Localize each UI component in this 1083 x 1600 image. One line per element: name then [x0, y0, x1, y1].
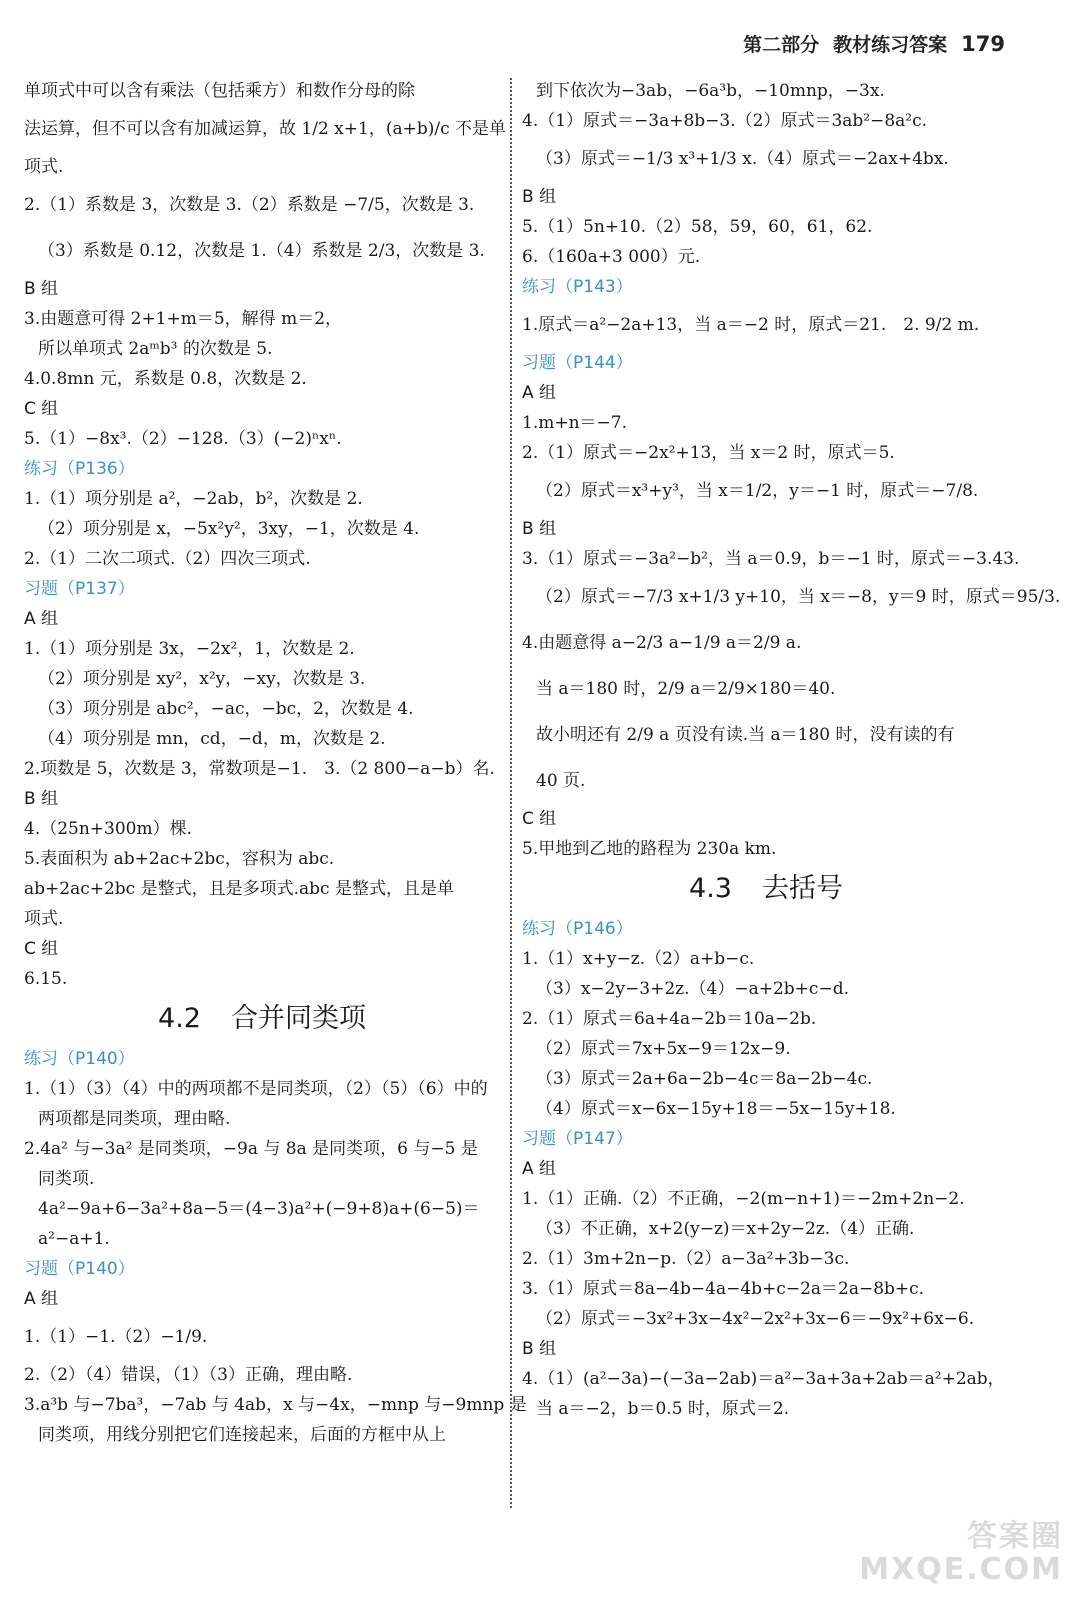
answer-line: 5.（1）5n+10.（2）58，59，60，61，62.	[522, 216, 873, 237]
answer-line: 4.（25n+300m）棵.	[24, 818, 193, 839]
answer-line: ab+2ac+2bc 是整式，且是多项式.abc 是整式，且是单	[24, 878, 454, 899]
answer-line: 3.（1）原式＝8a−4b−4a−4b+c−2a＝2a−8b+c.	[522, 1278, 925, 1299]
group-label: B 组	[522, 518, 557, 539]
answer-line: 40 页.	[536, 770, 586, 791]
answer-line: （3）不正确，x+2(y−z)＝x+2y−2z.（4）正确.	[536, 1218, 915, 1239]
section-number: 4.3	[689, 873, 732, 905]
group-label: B 组	[24, 788, 59, 809]
page-number: 179	[961, 32, 1005, 56]
answer-line: 3.a³b 与−7ba³，−7ab 与 4ab，x 与−4x，−mnp 与−9mnp 是	[24, 1394, 527, 1415]
answer-line: 两项都是同类项，理由略.	[38, 1108, 231, 1129]
exercise-heading: 习题（P140）	[24, 1258, 135, 1279]
answer-line: 4a²−9a+6−3a²+8a−5＝(4−3)a²+(−9+8)a+(6−5)＝	[38, 1198, 480, 1219]
answer-line: 6.15.	[24, 968, 68, 989]
answer-line: （2）原式＝−3x²+3x−4x²−2x²+3x−6＝−9x²+6x−6.	[536, 1308, 975, 1329]
group-label: A 组	[24, 1288, 59, 1309]
answer-line: （2）项分别是 xy²，x²y，−xy，次数是 3.	[38, 668, 366, 689]
group-label: C 组	[522, 808, 557, 829]
answer-line: 1.（1）（3）（4）中的两项都不是同类项，（2）（5）（6）中的	[24, 1078, 488, 1099]
group-label: B 组	[24, 278, 59, 299]
answer-line: 1.（1）x+y−z.（2）a+b−c.	[522, 948, 755, 969]
column-divider	[510, 78, 512, 1508]
answer-line: 4.0.8mn 元，系数是 0.8，次数是 2.	[24, 368, 307, 389]
left-column	[24, 76, 527, 1450]
exercise-heading: 练习（P146）	[522, 918, 633, 939]
answer-line: （4）原式＝x−6x−15y+18＝−5x−15y+18.	[536, 1098, 896, 1119]
answer-line: 2.（1）3m+2n−p.（2）a−3a²+3b−3c.	[522, 1248, 850, 1269]
answer-line: 3.（1）原式＝−3a²−b²，当 a＝0.9，b＝−1 时，原式＝−3.43.	[522, 548, 1020, 569]
answer-line: （3）原式＝2a+6a−2b−4c＝8a−2b−4c.	[536, 1068, 873, 1089]
answer-line: （3）x−2y−3+2z.（4）−a+2b+c−d.	[536, 978, 849, 999]
section-number: 4.2	[158, 1003, 201, 1035]
answer-line: （2）原式＝7x+5x−9＝12x−9.	[536, 1038, 791, 1059]
watermark-logo	[859, 1520, 1063, 1586]
answer-line: 当 a＝−2，b＝0.5 时，原式＝2.	[536, 1398, 790, 1419]
section-title: 去括号	[761, 873, 843, 905]
group-label: C 组	[24, 938, 59, 959]
answer-line: （3）系数是 0.12，次数是 1.（4）系数是 2/3，次数是 3.	[38, 240, 485, 261]
group-label: A 组	[522, 382, 557, 403]
answer-line: （2）原式＝x³+y³，当 x＝1/2，y＝−1 时，原式＝−7/8.	[536, 480, 979, 501]
answer-line: 2.4a² 与−3a² 是同类项，−9a 与 8a 是同类项，6 与−5 是	[24, 1138, 478, 1159]
answer-line: 2.（1）原式＝−2x²+13，当 x＝2 时，原式＝5.	[522, 442, 895, 463]
exercise-heading: 习题（P137）	[24, 578, 135, 599]
answer-line: 2.（2）（4）错误，（1）（3）正确，理由略.	[24, 1364, 353, 1385]
answer-line: 1.原式＝a²−2a+13，当 a＝−2 时，原式＝21. 2. 9/2 m.	[522, 314, 980, 335]
answer-line: （3）原式＝−1/3 x³+1/3 x.（4）原式＝−2ax+4bx.	[536, 148, 949, 169]
group-label: C 组	[24, 398, 59, 419]
section-heading	[522, 864, 1010, 914]
right-column	[522, 76, 1061, 1424]
watermark-text: 答案圈	[967, 1519, 1063, 1554]
exercise-heading: 习题（P147）	[522, 1128, 633, 1149]
answer-line: 同类项，用线分别把它们连接起来，后面的方框中从上	[38, 1424, 446, 1445]
answer-line: 到下依次为−3ab，−6a³b，−10mnp，−3x.	[536, 80, 885, 101]
answer-line: a²−a+1.	[38, 1228, 110, 1249]
group-label: A 组	[24, 608, 59, 629]
answer-line: 4.（1）原式＝−3a+8b−3.（2）原式＝3ab²−8a²c.	[522, 110, 928, 131]
answer-line: 1.（1）项分别是 3x，−2x²，1，次数是 2.	[24, 638, 355, 659]
answer-line: 4.（1）(a²−3a)−(−3a−2ab)＝a²−3a+3a+2ab＝a²+2ab，	[522, 1368, 1005, 1389]
answer-line: 1.（1）−1.（2）−1/9.	[24, 1326, 208, 1347]
answer-line: 1.（1）正确.（2）不正确，−2(m−n+1)＝−2m+2n−2.	[522, 1188, 965, 1209]
answer-line: 法运算，但不可以含有加减运算，故 1/2 x+1，(a+b)/c 不是单	[24, 118, 506, 139]
answer-line: 1.m+n＝−7.	[522, 412, 627, 433]
answer-line: 2.（1）系数是 3，次数是 3.（2）系数是 −7/5，次数是 3.	[24, 194, 475, 215]
answer-line: 5.（1）−8x³.（2）−128.（3）(−2)ⁿxⁿ.	[24, 428, 342, 449]
answer-line: 2.（1）原式＝6a+4a−2b＝10a−2b.	[522, 1008, 817, 1029]
answer-line: 同类项.	[38, 1168, 95, 1189]
answer-line: （2）项分别是 x，−5x²y²，3xy，−1，次数是 4.	[38, 518, 420, 539]
answer-line: 2.（1）二次二项式.（2）四次三项式.	[24, 548, 311, 569]
answer-line: （3）项分别是 abc²，−ac，−bc，2，次数是 4.	[38, 698, 414, 719]
answer-line: 1.（1）项分别是 a²，−2ab，b²，次数是 2.	[24, 488, 363, 509]
answer-line: 5.表面积为 ab+2ac+2bc，容积为 abc.	[24, 848, 335, 869]
answer-line: （2）原式＝−7/3 x+1/3 y+10，当 x＝−8，y＝9 时，原式＝95/3.	[536, 586, 1061, 607]
group-label: B 组	[522, 1338, 557, 1359]
group-label: A 组	[522, 1158, 557, 1179]
header-title: 教材练习答案	[833, 34, 948, 56]
answer-line: 项式.	[24, 908, 64, 929]
answer-line: 单项式中可以含有乘法（包括乘方）和数作分母的除	[24, 80, 415, 101]
answer-line: 2.项数是 5，次数是 3，常数项是−1. 3.（2 800−a−b）名.	[24, 758, 495, 779]
answer-line: （4）项分别是 mn，cd，−d，m，次数是 2.	[38, 728, 386, 749]
exercise-heading: 练习（P140）	[24, 1048, 135, 1069]
answer-line: 6.（160a+3 000）元.	[522, 246, 701, 267]
answer-line: 项式.	[24, 156, 64, 177]
answer-line: 故小明还有 2/9 a 页没有读.当 a＝180 时，没有读的有	[536, 724, 955, 745]
page-header	[743, 30, 1005, 57]
answer-line: 4.由题意得 a−2/3 a−1/9 a＝2/9 a.	[522, 632, 802, 653]
exercise-heading: 习题（P144）	[522, 352, 633, 373]
answer-line: 所以单项式 2aᵐb³ 的次数是 5.	[38, 338, 273, 359]
part-label: 第二部分	[743, 34, 820, 56]
exercise-heading: 练习（P136）	[24, 458, 135, 479]
exercise-heading: 练习（P143）	[522, 276, 633, 297]
group-label: B 组	[522, 186, 557, 207]
answer-line: 3.由题意可得 2+1+m＝5，解得 m＝2，	[24, 308, 343, 329]
section-title: 合并同类项	[230, 1003, 366, 1035]
answer-line: 当 a＝180 时，2/9 a＝2/9×180＝40.	[536, 678, 836, 699]
watermark-url: MXQE.COM	[859, 1552, 1063, 1587]
answer-line: 5.甲地到乙地的路程为 230a km.	[522, 838, 777, 859]
section-heading	[24, 994, 500, 1044]
